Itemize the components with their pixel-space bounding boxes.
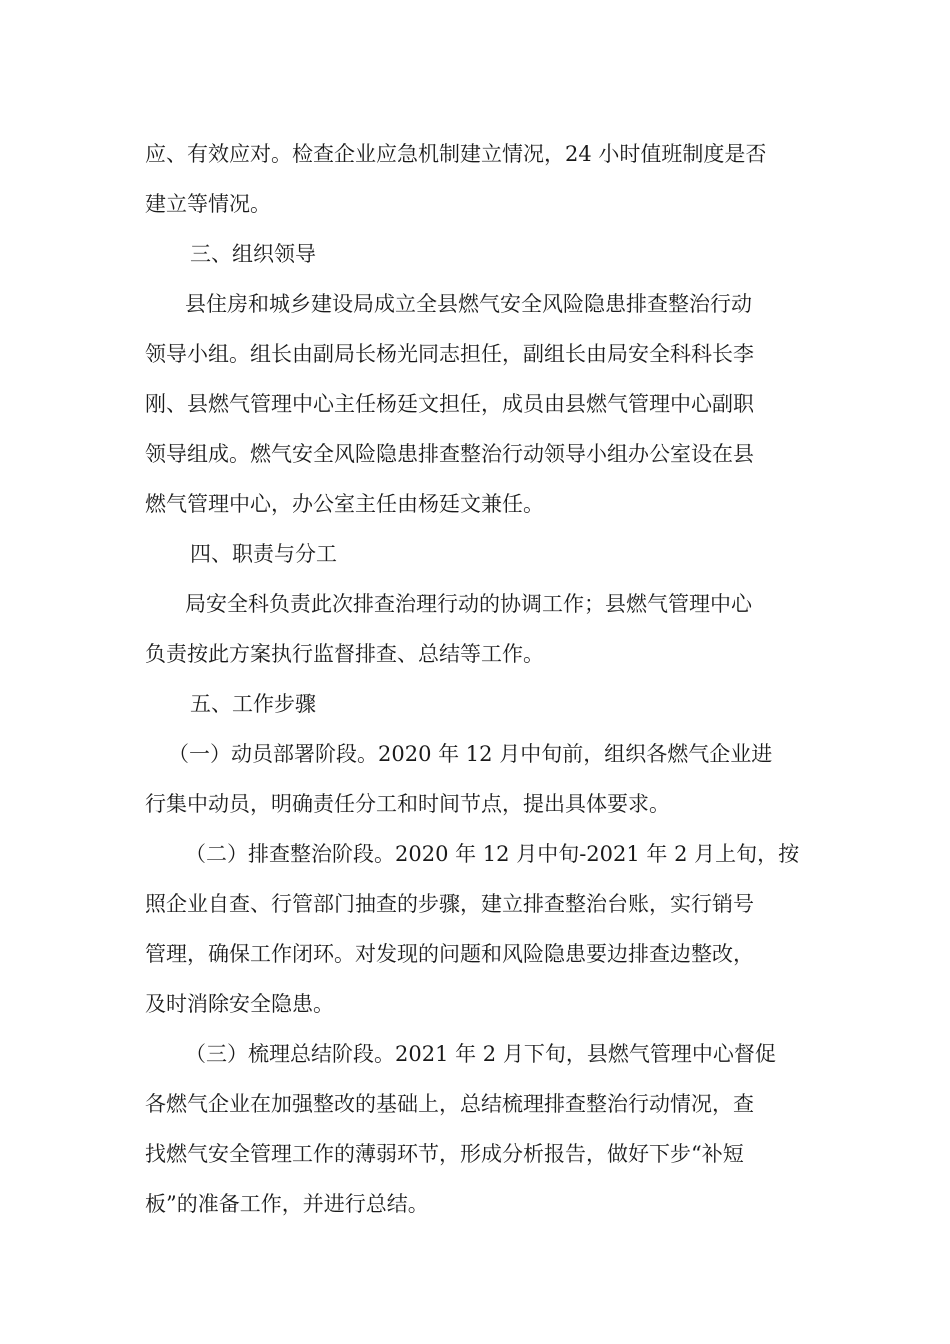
text-line: 各燃气企业在加强整改的基础上，总结梳理排查整治行动情况，查 <box>145 1092 754 1116</box>
text-line: 照企业自查、行管部门抽查的步骤，建立排查整治台账，实行销号 <box>145 892 754 916</box>
text-line: （三）梳理总结阶段。2021 年 2 月下旬，县燃气管理中心督促 <box>185 1042 776 1066</box>
text-line: 管理，确保工作闭环。对发现的问题和风险隐患要边排查边整改， <box>145 942 754 966</box>
text-line: 板”的准备工作，并进行总结。 <box>145 1192 429 1216</box>
text-line: 应、有效应对。检查企业应急机制建立情况，24 小时值班制度是否 <box>145 142 767 166</box>
text-line: 领导小组。组长由副局长杨光同志担任，副组长由局安全科科长李 <box>145 342 754 366</box>
text-line: 及时消除安全隐患。 <box>145 992 334 1016</box>
text-line: 负责按此方案执行监督排查、总结等工作。 <box>145 642 544 666</box>
text-line: 燃气管理中心，办公室主任由杨廷文兼任。 <box>145 492 544 516</box>
text-line: 行集中动员，明确责任分工和时间节点，提出具体要求。 <box>145 792 670 816</box>
section-heading: 四、职责与分工 <box>190 542 337 566</box>
text-line: 局安全科负责此次排查治理行动的协调工作；县燃气管理中心 <box>185 592 752 616</box>
text-line: 找燃气安全管理工作的薄弱环节，形成分析报告，做好下步“补短 <box>145 1142 744 1166</box>
section-heading: 五、工作步骤 <box>190 692 316 716</box>
text-line: （一）动员部署阶段。2020 年 12 月中旬前，组织各燃气企业进 <box>168 742 773 766</box>
text-line: 刚、县燃气管理中心主任杨廷文担任，成员由县燃气管理中心副职 <box>145 392 754 416</box>
text-line: （二）排查整治阶段。2020 年 12 月中旬-2021 年 2 月上旬，按 <box>185 842 800 866</box>
text-line: 建立等情况。 <box>145 192 271 216</box>
text-line: 领导组成。燃气安全风险隐患排查整治行动领导小组办公室设在县 <box>145 442 754 466</box>
section-heading: 三、组织领导 <box>190 242 316 266</box>
text-line: 县住房和城乡建设局成立全县燃气安全风险隐患排查整治行动 <box>185 292 752 316</box>
